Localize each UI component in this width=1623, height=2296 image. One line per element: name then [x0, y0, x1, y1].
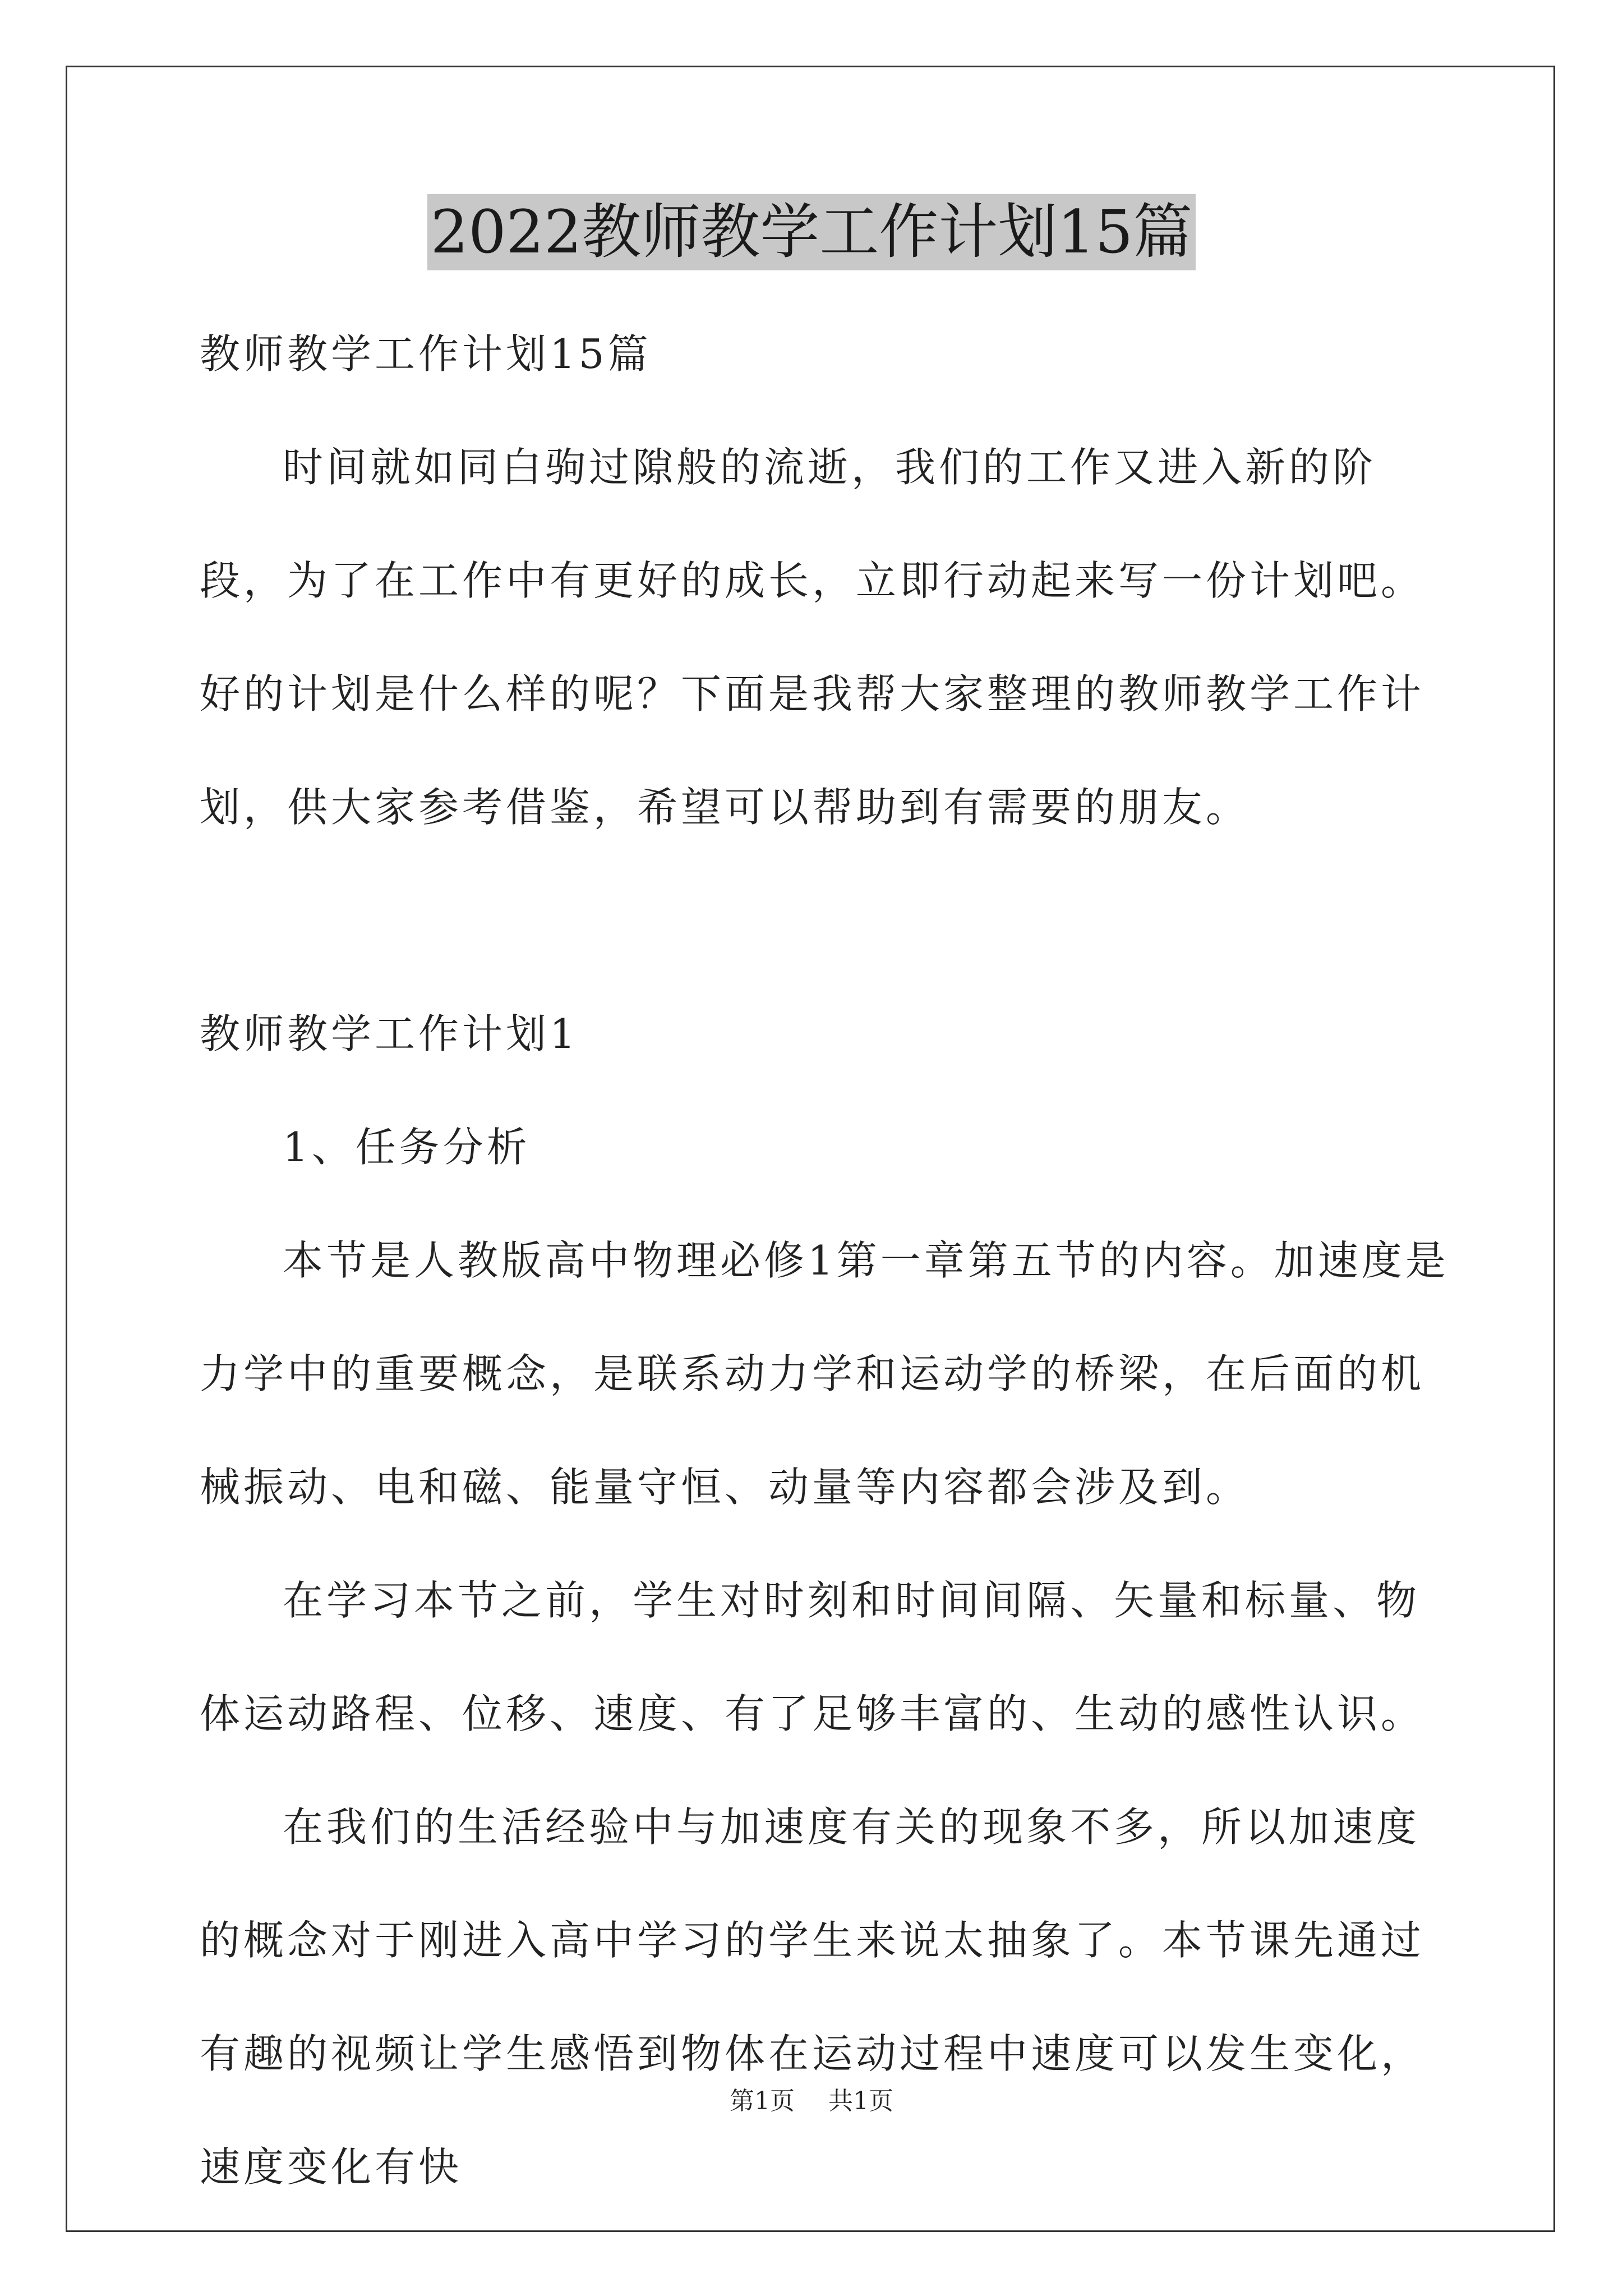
page-total: 共1页 — [828, 2087, 893, 2115]
subsection-heading: 1、任务分析 — [283, 1124, 531, 1171]
section-heading: 教师教学工作计划1 — [200, 1010, 579, 1057]
page-number: 第1页 — [730, 2087, 795, 2115]
document-body — [200, 297, 1461, 2224]
intro-paragraph: 时间就如同白驹过隙般的流逝，我们的工作又进入新的阶段，为了在工作中有更好的成长，立即行动起来写一份计划吧。好的计划是什么样的呢？下面是我帮大家整理的教师教学工作计划，供大家参考借鉴，希望可以帮助到有需要的朋友。 — [200, 444, 1425, 831]
document-title: 2022教师教学工作计划15篇 — [427, 194, 1196, 270]
body-paragraph: 在我们的生活经验中与加速度有关的现象不多，所以加速度的概念对于刚进入高中学习的学生来说太抽象了。本节课先通过有趣的视频让学生感悟到物体在运动过程中速度可以发生变化，速度变化有快 — [200, 1803, 1425, 2191]
body-paragraph: 在学习本节之前，学生对时刻和时间间隔、矢量和标量、物体运动路程、位移、速度、有了足够丰富的、生动的感性认识。 — [200, 1577, 1425, 1737]
subtitle-paragraph: 教师教学工作计划15篇 — [200, 330, 652, 378]
section-spacer — [200, 864, 1461, 977]
title-container — [0, 194, 1623, 270]
body-paragraph: 本节是人教版高中物理必修1第一章第五节的内容。加速度是力学中的重要概念，是联系动力学和运动学的桥梁，在后面的机械振动、电和磁、能量守恒、动量等内容都会涉及到。 — [200, 1237, 1449, 1511]
page-footer — [0, 2085, 1623, 2118]
